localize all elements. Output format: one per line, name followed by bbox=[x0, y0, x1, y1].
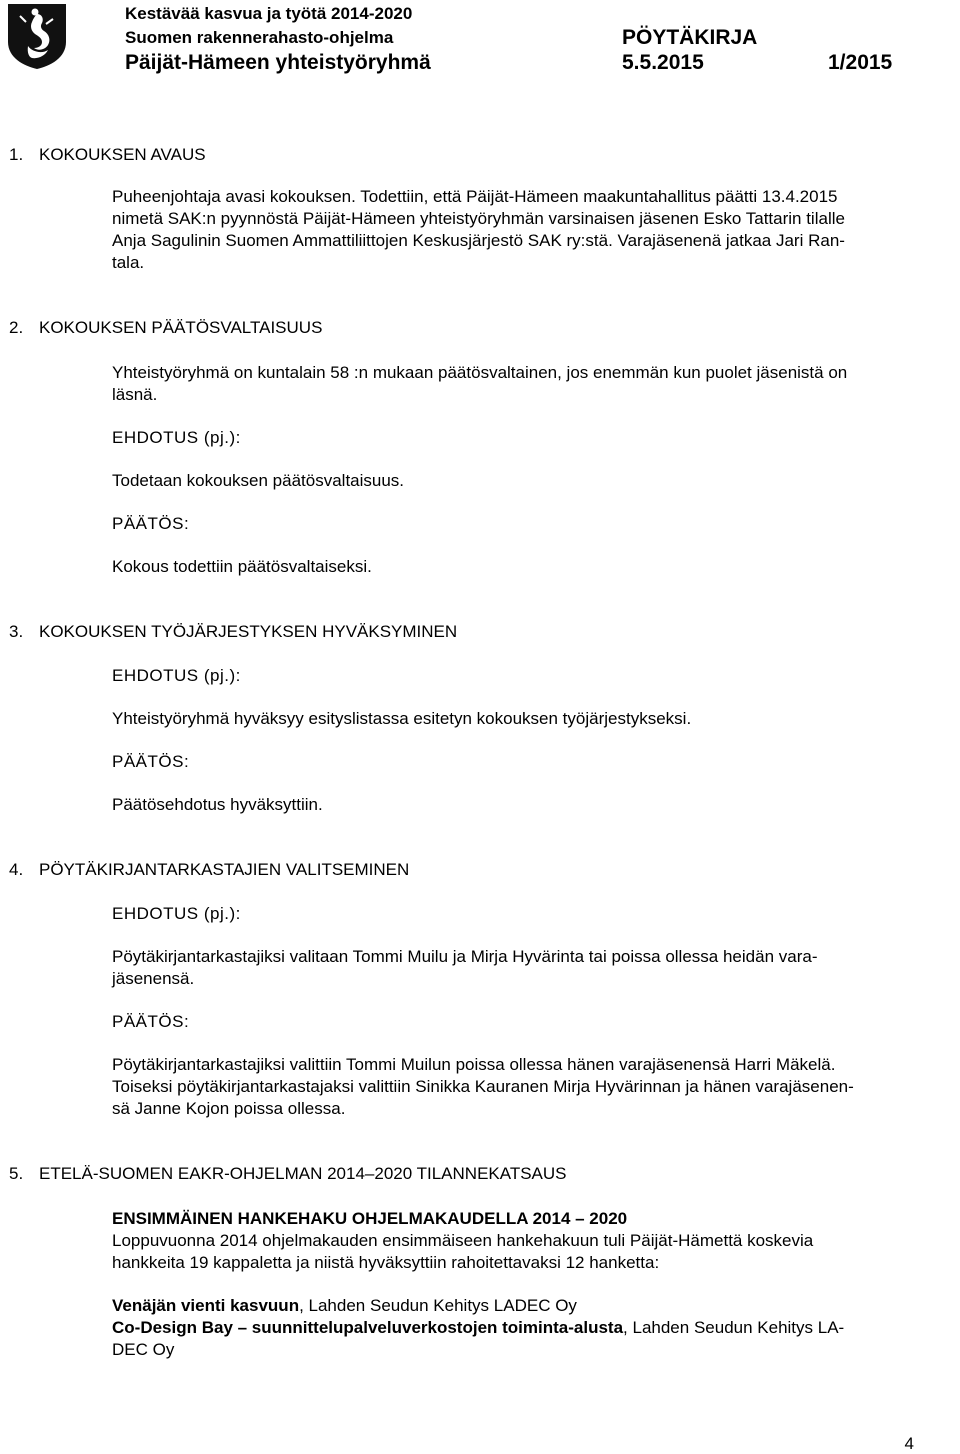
section-number: 5. bbox=[9, 1164, 24, 1183]
section-title: KOKOUKSEN TYÖJÄRJESTYKSEN HYVÄKSYMINEN bbox=[39, 622, 458, 641]
section-2-decision: Kokous todettiin päätösvaltaiseksi. bbox=[112, 557, 372, 576]
project-item-2-continued: DEC Oy bbox=[112, 1340, 175, 1359]
section-number: 1. bbox=[9, 145, 24, 164]
section-3-proposal-label: EHDOTUS (pj.): bbox=[112, 666, 241, 685]
project-item-1 bbox=[112, 1295, 942, 1317]
section-number: 3. bbox=[9, 622, 24, 641]
project-name: Venäjän vienti kasvuun bbox=[112, 1296, 300, 1315]
section-3-heading bbox=[9, 622, 457, 642]
header-group-name: Päijät-Hämeen yhteistyöryhmä bbox=[125, 51, 431, 74]
section-3-decision-label: PÄÄTÖS: bbox=[112, 752, 190, 771]
project-item-2 bbox=[112, 1317, 942, 1339]
header-program-subtitle: Suomen rakennerahasto-ohjelma bbox=[125, 28, 394, 47]
project-organization: , Lahden Seudun Kehitys LA- bbox=[623, 1318, 845, 1337]
section-title: PÖYTÄKIRJANTARKASTAJIEN VALITSEMINEN bbox=[39, 860, 410, 879]
section-2-heading bbox=[9, 318, 322, 338]
section-1-heading bbox=[9, 145, 206, 165]
section-4-proposal: Pöytäkirjantarkastajiksi valitaan Tommi Muilu ja Mirja Hyvärinta tai poissa ollessa heidän vara- jäsenensä. bbox=[112, 947, 818, 988]
section-number: 2. bbox=[9, 318, 24, 337]
section-3-proposal: Yhteistyöryhmä hyväksyy esityslistassa esitetyn kokouksen työjärjestykseksi. bbox=[112, 709, 692, 728]
header-doc-number: 1/2015 bbox=[828, 51, 893, 74]
project-name: Co-Design Bay – suunnittelupalveluverkostojen toiminta-alusta bbox=[112, 1318, 624, 1337]
coat-of-arms-icon bbox=[6, 2, 68, 70]
header-doc-type: PÖYTÄKIRJA bbox=[622, 26, 758, 49]
header-program-title: Kestävää kasvua ja työtä 2014-2020 bbox=[125, 4, 413, 23]
section-2-decision-label: PÄÄTÖS: bbox=[112, 514, 190, 533]
section-1-text: Puheenjohtaja avasi kokouksen. Todettiin, että Päijät-Hämeen maakuntahallitus päätti 13.4.2015 nimetä SAK:n pyynnöstä Päijät-Hämeen yhteistyöryhmän varsinaisen jäsenen Esko Tattarin tilalle Anja Sagulinin Suomen Ammattiliittojen Keskusjärjestö SAK ry:stä. Varajäsenenä jatkaa Jari Ran- tala. bbox=[112, 187, 845, 272]
section-5-subheading: ENSIMMÄINEN HANKEHAKU OHJELMAKAUDELLA 2014 – 2020 bbox=[112, 1209, 628, 1228]
section-4-heading bbox=[9, 860, 409, 880]
section-number: 4. bbox=[9, 860, 24, 879]
section-2-proposal-label: EHDOTUS (pj.): bbox=[112, 428, 241, 447]
section-2-text: Yhteistyöryhmä on kuntalain 58 :n mukaan päätösvaltainen, jos enemmän kun puolet jäsenistä on läsnä. bbox=[112, 363, 848, 404]
header-date: 5.5.2015 bbox=[622, 51, 704, 74]
section-2-proposal: Todetaan kokouksen päätösvaltaisuus. bbox=[112, 471, 405, 490]
section-5-heading bbox=[9, 1164, 567, 1184]
section-4-decision: Pöytäkirjantarkastajiksi valittiin Tommi Muilun poissa ollessa hänen varajäsenensä Harri Mäkelä. Toiseksi pöytäkirjantarkastajaksi valittiin Sinikka Kauranen Mirja Hyvärinnan ja hänen varajäsenen- sä Janne Kojon poissa ollessa. bbox=[112, 1055, 854, 1118]
section-title: KOKOUKSEN PÄÄTÖSVALTAISUUS bbox=[39, 318, 323, 337]
section-3-decision: Päätösehdotus hyväksyttiin. bbox=[112, 795, 323, 814]
section-5-text: Loppuvuonna 2014 ohjelmakauden ensimmäiseen hankehakuun tuli Päijät-Hämettä koskevia hankkeita 19 kappaletta ja niistä hyväksyttiin rahoitettavaksi 12 hanketta: bbox=[112, 1231, 814, 1272]
page-number: 4 bbox=[904, 1434, 914, 1453]
section-title: ETELÄ-SUOMEN EAKR-OHJELMAN 2014–2020 TILANNEKATSAUS bbox=[39, 1164, 567, 1183]
section-title: KOKOUKSEN AVAUS bbox=[39, 145, 206, 164]
section-4-proposal-label: EHDOTUS (pj.): bbox=[112, 904, 241, 923]
section-4-decision-label: PÄÄTÖS: bbox=[112, 1012, 190, 1031]
project-organization: , Lahden Seudun Kehitys LADEC Oy bbox=[299, 1296, 577, 1315]
